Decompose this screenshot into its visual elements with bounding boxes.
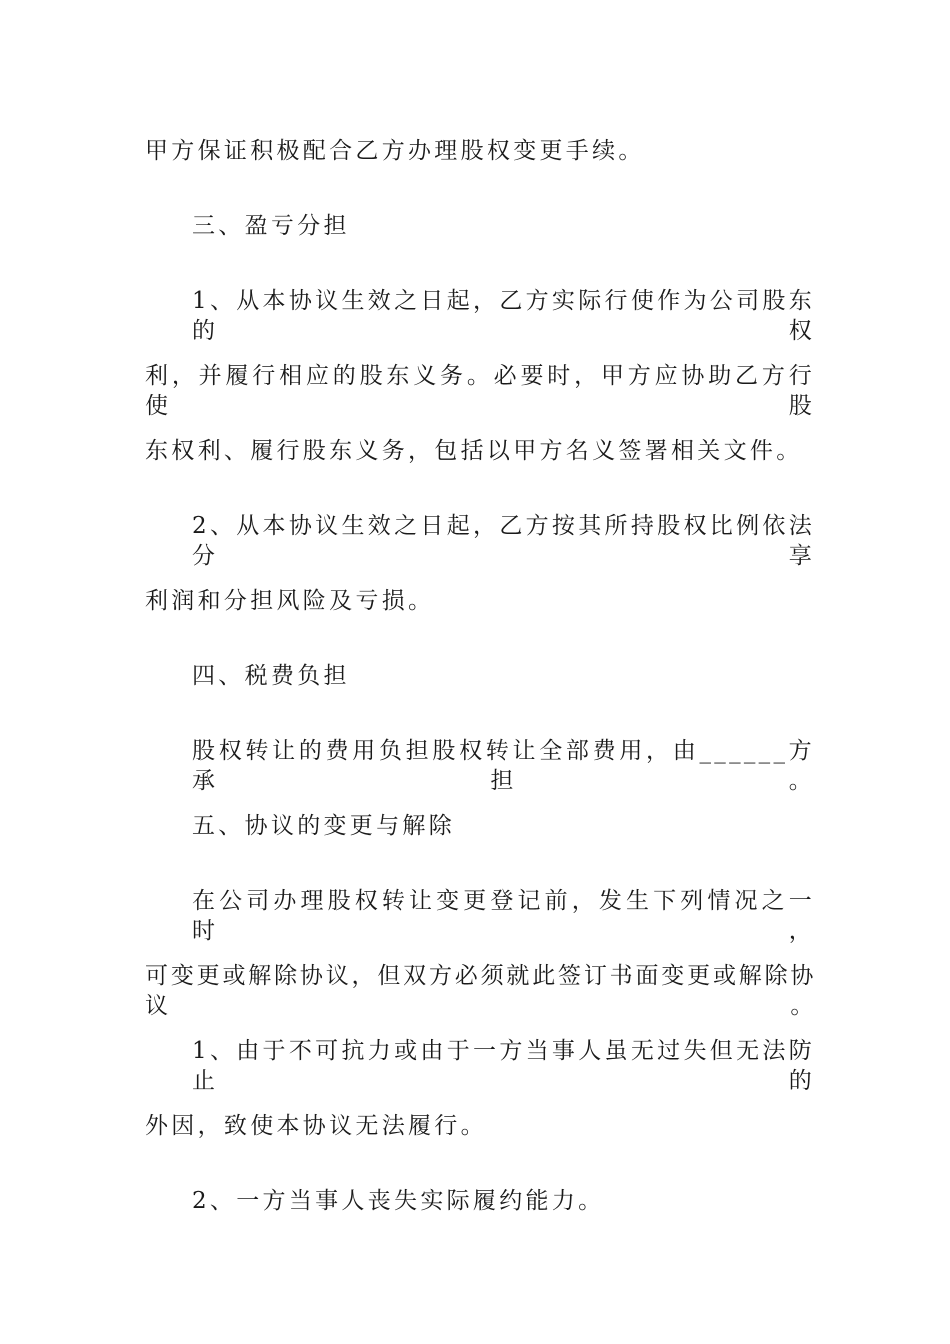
paragraph-line: 1、从本协议生效之日起，乙方实际行使作为公司股东的权 [192,288,815,344]
paragraph-line: 在公司办理股权转让变更登记前，发生下列情况之一时， [192,888,815,944]
paragraph-line: 1、由于不可抗力或由于一方当事人虽无过失但无法防止的 [192,1038,815,1094]
paragraph-line: 2、从本协议生效之日起，乙方按其所持股权比例依法分享 [192,513,815,569]
section-heading-profit-loss: 三、盈亏分担 [192,213,350,239]
paragraph-line: 股权转让的费用负担股权转让全部费用，由______方承担。 [192,738,815,794]
paragraph-line: 外因，致使本协议无法履行。 [145,1113,487,1139]
section-heading-amendment: 五、协议的变更与解除 [192,813,455,839]
paragraph-line: 东权利、履行股东义务，包括以甲方名义签署相关文件。 [145,438,803,464]
paragraph-line: 利润和分担风险及亏损。 [145,588,435,614]
paragraph-line: 可变更或解除协议，但双方必须就此签订书面变更或解除协议。 [145,963,815,1019]
section-heading-taxes: 四、税费负担 [192,663,350,689]
paragraph-line: 2、一方当事人丧失实际履约能力。 [192,1188,605,1214]
paragraph-line: 甲方保证积极配合乙方办理股权变更手续。 [145,138,645,164]
paragraph-line: 利，并履行相应的股东义务。必要时，甲方应协助乙方行使股 [145,363,815,419]
